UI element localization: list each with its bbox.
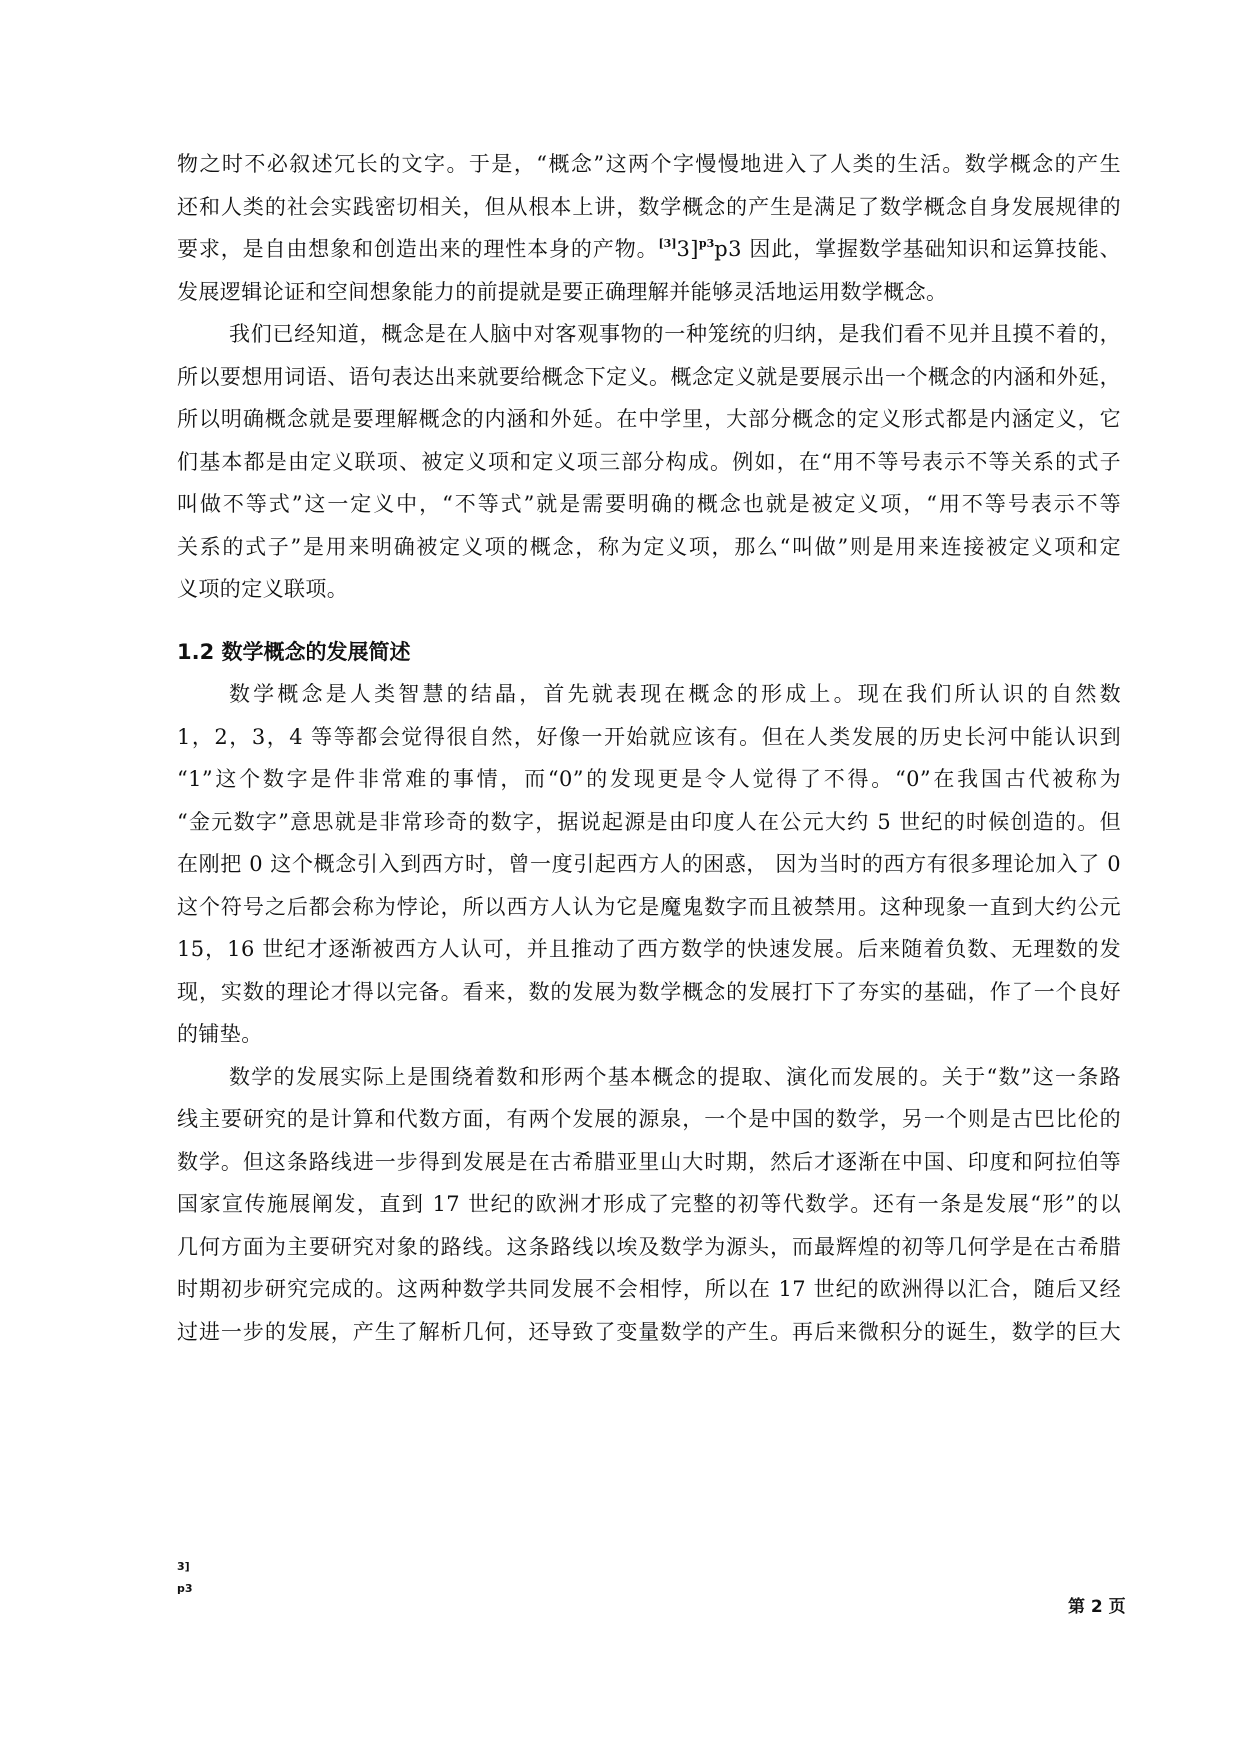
page-number: 第 2 页 [1068,1597,1126,1617]
text-line: 的铺垫。 [177,1022,263,1046]
text-segment: 3] [676,237,699,261]
text-line: 数学概念是人类智慧的结晶，首先就表现在概念的形成上。现在我们所认识的自然数 [229,682,1121,706]
text-line: 们基本都是由定义联项、被定义项和定义项三部分构成。例如，在“用不等号表示不等关系的式子 [177,449,1121,474]
text-line: 在刚把 0 这个概念引入到西方时，曾一度引起西方人的困惑， 因为当时的西方有很多理论加入了 0 [177,852,1121,876]
text-line: 我们已经知道，概念是在人脑中对客观事物的一种笼统的归纳，是我们看不见并且摸不着的， [229,322,1121,346]
citation-marker[interactable]: [3] [658,237,677,250]
text-line: 义项的定义联项。 [177,577,349,601]
text-line: 现，实数的理论才得以完备。看来，数的发展为数学概念的发展打下了夯实的基础，作了一个良好 [177,979,1121,1004]
footnote: 3] [177,1560,190,1573]
text-line: 所以明确概念就是要理解概念的内涵和外延。在中学里，大部分概念的定义形式都是内涵定义，它 [177,407,1121,431]
text-line: “1”这个数字是件非常难的事情，而“0”的发现更是令人觉得了不得。“0”在我国古代被称为 [177,767,1121,791]
text-line: 关系的式子”是用来明确被定义项的概念，称为定义项，那么“叫做”则是用来连接被定义项和定 [177,534,1121,559]
section-heading: 1.2 数学概念的发展简述 [177,639,411,664]
text-line: 1，2，3，4 等等都会觉得很自然，好像一开始就应该有。但在人类发展的历史长河中能认识到 [177,724,1121,749]
text-line: 国家宣传施展阐发，直到 17 世纪的欧洲才形成了完整的初等代数学。还有一条是发展“形”的以 [177,1192,1121,1216]
text-line: 还和人类的社会实践密切相关，但从根本上讲，数学概念的产生是满足了数学概念自身发展规律的 [177,194,1121,219]
text-line: 15，16 世纪才逐渐被西方人认可，并且推动了西方数学的快速发展。后来随着负数、无理数的发 [177,937,1121,961]
footnotes [177,1556,193,1600]
text-line: 几何方面为主要研究对象的路线。这条路线以埃及数学为源头，而最辉煌的初等几何学是在古希腊 [177,1234,1121,1259]
footnote: p3 [177,1582,193,1595]
text-line: 数学。但这条路线进一步得到发展是在古希腊亚里山大时期，然后才逐渐在中国、印度和阿拉伯等 [177,1149,1121,1174]
paragraph [177,313,1121,611]
text-line: 所以要想用词语、语句表达出来就要给概念下定义。概念定义就是要展示出一个概念的内涵和外延， [177,364,1121,389]
text-line: 物之时不必叙述冗长的文字。于是，“概念”这两个字慢慢地进入了人类的生活。数学概念的产生 [177,152,1121,176]
document-body [177,143,1121,1353]
paragraph [177,673,1121,1056]
text-segment: 要求，是自由想象和创造出来的理性本身的产物。 [177,237,659,261]
text-line: 发展逻辑论证和空间想象能力的前提就是要正确理解并能够灵活地运用数学概念。 [177,279,948,304]
text-segment: p3 因此，掌握数学基础知识和运算技能、 [714,237,1121,261]
text-line: 时期初步研究完成的。这两种数学共同发展不会相悖，所以在 17 世纪的欧洲得以汇合，随后又经 [177,1277,1121,1301]
text-line: 这个符号之后都会称为悖论，所以西方人认为它是魔鬼数字而且被禁用。这种现象一直到大约公元 [177,894,1121,919]
text-line: 叫做不等式”这一定义中，“不等式”就是需要明确的概念也就是被定义项，“用不等号表示不等 [177,492,1121,516]
text-line: 数学的发展实际上是围绕着数和形两个基本概念的提取、演化而发展的。关于“数”这一条路 [229,1064,1121,1089]
text-line: 过进一步的发展，产生了解析几何，还导致了变量数学的产生。再后来微积分的诞生，数学的巨大 [177,1319,1121,1344]
paragraph [177,143,1121,313]
citation-marker[interactable]: p3 [698,237,715,250]
text-line: 线主要研究的是计算和代数方面，有两个发展的源泉，一个是中国的数学，另一个则是古巴比伦的 [177,1107,1121,1131]
text-line-with-citation [177,228,1121,271]
paragraph [177,1056,1121,1354]
text-line: “金元数字”意思就是非常珍奇的数字，据说起源是由印度人在公元大约 5 世纪的时候创造的。但 [177,809,1121,834]
